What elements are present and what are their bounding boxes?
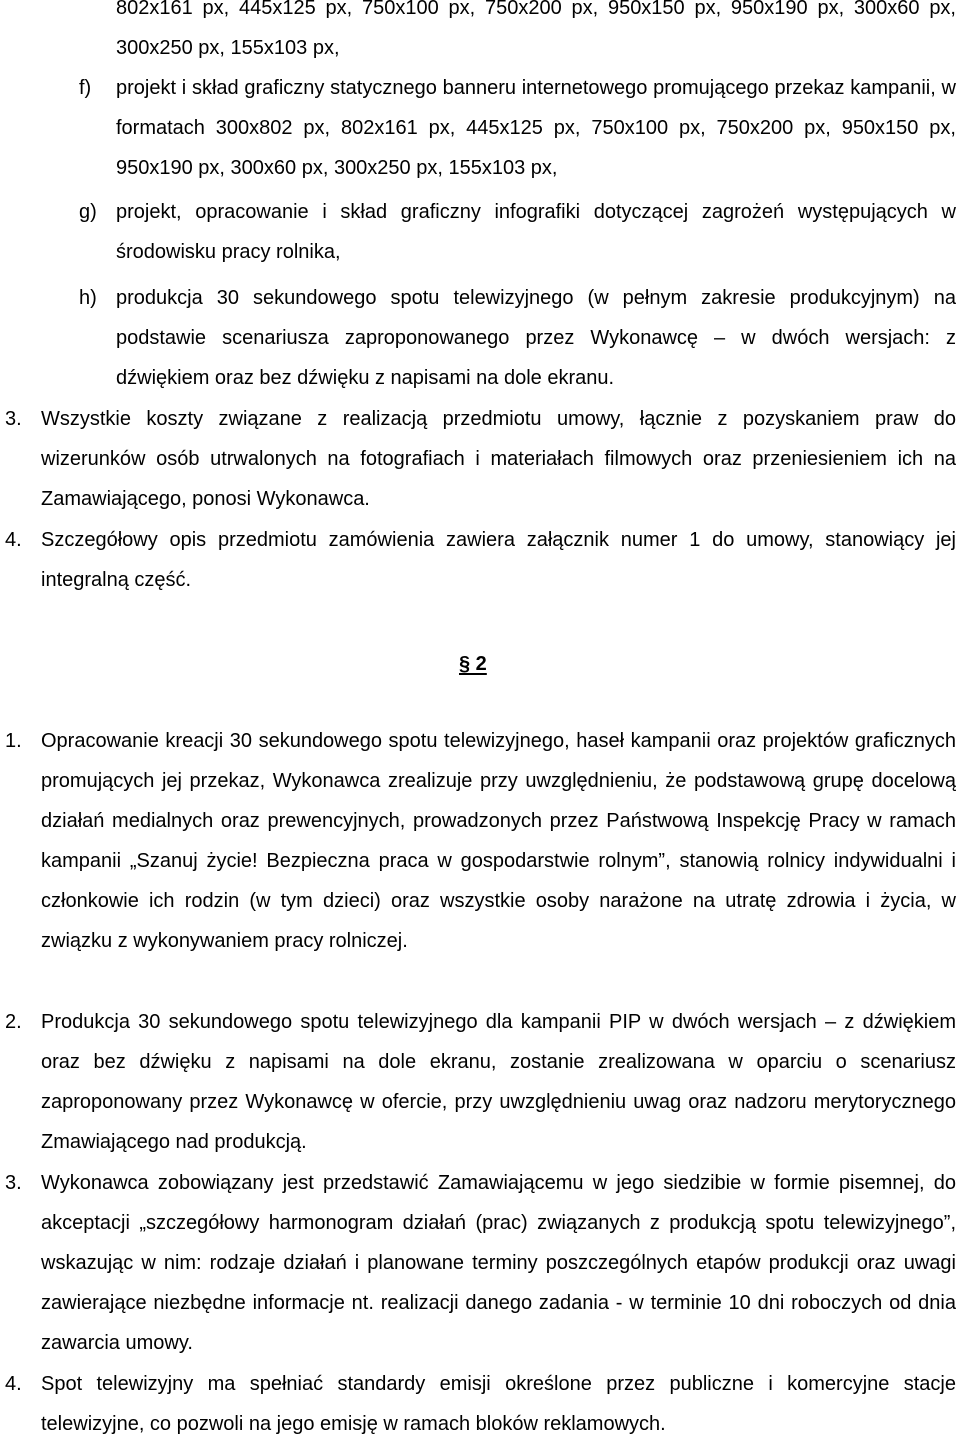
list-item-text: projekt, opracowanie i skład graficzny infografiki dotyczącej zagrożeń występujących w środowisku pracy rolnika, xyxy=(116,201,956,263)
list-item-text: projekt i skład graficzny statycznego banneru internetowego promującego przekaz kampanii, w formatach 300x802 px, 802x161 px, 445x125 px, 750x100 px, 750x200 px, 950x150 px, 950x190 px, 300x60 px, 300x250 px, 155x103 px, xyxy=(116,77,956,179)
list-item-label: g) xyxy=(79,201,97,223)
paragraph-4 xyxy=(0,520,956,600)
paragraph-text: Szczegółowy opis przedmiotu zamówienia zawiera załącznik numer 1 do umowy, stanowiący jej integralną część. xyxy=(41,529,956,591)
paragraph-text: Produkcja 30 sekundowego spotu telewizyjnego dla kampanii PIP w dwóch wersjach – z dźwiękiem oraz bez dźwięku z napisami na dole ekranu, zostanie zrealizowana w oparciu o scenariusz zaproponowany przez Wykonawcę w ofercie, przy uwzględnieniu uwag oraz nadzoru merytorycznego Zmawiającego nad produkcją. xyxy=(41,1011,956,1153)
paragraph-number: 3. xyxy=(5,1172,22,1194)
paragraph-number: 3. xyxy=(5,408,22,430)
paragraph-s2-4 xyxy=(0,1364,956,1444)
paragraph-s2-2 xyxy=(0,1002,956,1162)
list-item-label: f) xyxy=(79,77,92,99)
paragraph-text: Wykonawca zobowiązany jest przedstawić Zamawiającemu w jego siedzibie w formie pisemnej, do akceptacji „szczegółowy harmonogram działań (prac) związanych z produkcją spotu telewizyjnego”, wskazując w nim: rodzaje działań i planowane terminy poszczególnych etapów produkcji oraz uwagi zawierające niezbędne informacje nt. realizacji danego zadania - w terminie 10 dni roboczych od dnia zawarcia umowy. xyxy=(41,1172,956,1354)
paragraph-number: 4. xyxy=(5,529,22,551)
paragraph-number: 1. xyxy=(5,730,22,752)
section-heading: § 2 xyxy=(459,653,487,675)
paragraph-text: Wszystkie koszty związane z realizacją przedmiotu umowy, łącznie z pozyskaniem praw do wizerunków osób utrwalonych na fotografiach i materiałach filmowych oraz przeniesieniem ich na Zamawiającego, ponosi Wykonawca. xyxy=(41,408,956,510)
paragraph-number: 4. xyxy=(5,1373,22,1395)
paragraph-number: 2. xyxy=(5,1011,22,1033)
list-item-g xyxy=(0,192,956,272)
list-item-label: h) xyxy=(79,287,97,309)
paragraph-text: Opracowanie kreacji 30 sekundowego spotu telewizyjnego, haseł kampanii oraz projektów graficznych promujących jej przekaz, Wykonawca zrealizuje przy uwzględnieniu, że podstawową grupę docelową działań medialnych oraz prewencyjnych, prowadzonych przez Państwową Inspekcję Pracy w ramach kampanii „Szanuj życie! Bezpieczna praca w gospodarstwie rolnym”, stanowią rolnicy indywidualni i członkowie ich rodzin (w tym dzieci) oraz wszystkie osoby narażone na utratę zdrowia i życia, w związku z wykonywaniem pracy rolniczej. xyxy=(41,730,956,952)
paragraph-text: Spot telewizyjny ma spełniać standardy emisji określone przez publiczne i komercyjne stacje telewizyjne, co pozwoli na jego emisję w ramach bloków reklamowych. xyxy=(41,1373,956,1435)
list-item-h xyxy=(0,278,956,398)
list-item-f xyxy=(0,68,956,188)
paragraph-3 xyxy=(0,399,956,519)
item-e-continuation: 802x161 px, 445x125 px, 750x100 px, 750x200 px, 950x150 px, 950x190 px, 300x60 px, 300x250 px, 155x103 px, xyxy=(116,0,956,59)
paragraph-s2-3 xyxy=(0,1163,956,1363)
paragraph-s2-1 xyxy=(0,721,956,961)
list-item-text: produkcja 30 sekundowego spotu telewizyjnego (w pełnym zakresie produkcyjnym) na podstawie scenariusza zaproponowanego przez Wykonawcę – w dwóch wersjach: z dźwiękiem oraz bez dźwięku z napisami na dole ekranu. xyxy=(116,287,956,389)
